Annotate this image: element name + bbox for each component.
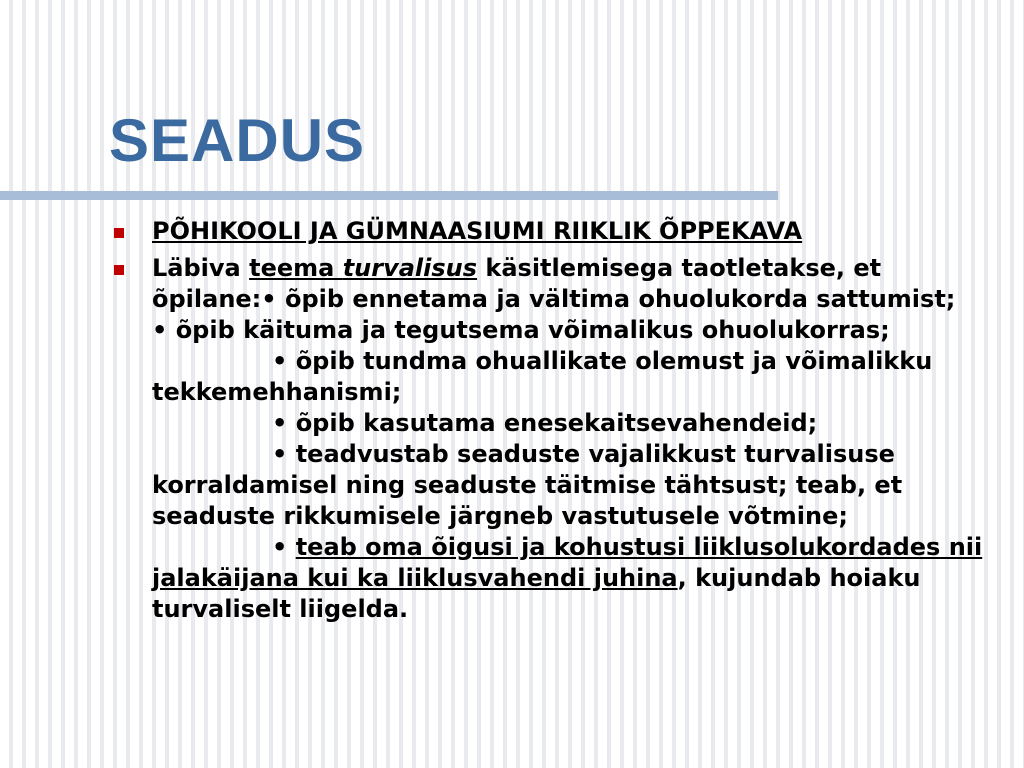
body-line — [152, 253, 990, 315]
body-line: • õpib käituma ja tegutsema võimalikus ohuolukorras; — [152, 316, 890, 344]
text-run: Läbiva — [152, 254, 250, 282]
body-line — [152, 346, 990, 408]
item-body — [152, 253, 990, 625]
body-line — [152, 439, 990, 532]
slide-content — [110, 216, 990, 631]
text-run: käsitlemisega taotletakse, et õpilane:• õpib ennetama ja vältima ohuolukorda sattumist; — [152, 254, 956, 313]
body-line — [152, 532, 990, 625]
text-run: , kujundab hoiaku turvaliselt liigelda. — [152, 564, 921, 623]
text-run: • teadvustab seaduste vajalikkust turvalisuse korraldamisel ning seaduste täitmise tähtsust; teab, et seaduste rikkumisele järgneb vastutusele võtmine; — [152, 440, 903, 530]
list-item — [110, 216, 990, 247]
text-run: • õpib kasutama enesekaitsevahendeid; — [272, 409, 818, 437]
body-line — [152, 408, 990, 439]
text-run: • — [272, 533, 296, 561]
square-bullet-icon — [114, 228, 124, 238]
slide-title: SEADUS — [109, 107, 366, 174]
title-divider — [0, 191, 778, 200]
text-run: • õpib tundma ohuallikate olemust ja võimalikku tekkemehhanismi; — [152, 347, 933, 406]
curriculum-heading: PÕHIKOOLI JA GÜMNAASIUMI RIIKLIK ÕPPEKAVA — [152, 217, 803, 245]
text-run-italic: turvalisus — [342, 254, 478, 282]
list-item — [110, 253, 990, 625]
square-bullet-icon — [114, 265, 124, 275]
text-run-underlined: teema — [249, 254, 343, 282]
text-run-underlined: teab oma õigusi ja kohustusi liiklusolukordades nii jalakäijana kui ka liiklusvahendi juhina — [152, 533, 983, 592]
